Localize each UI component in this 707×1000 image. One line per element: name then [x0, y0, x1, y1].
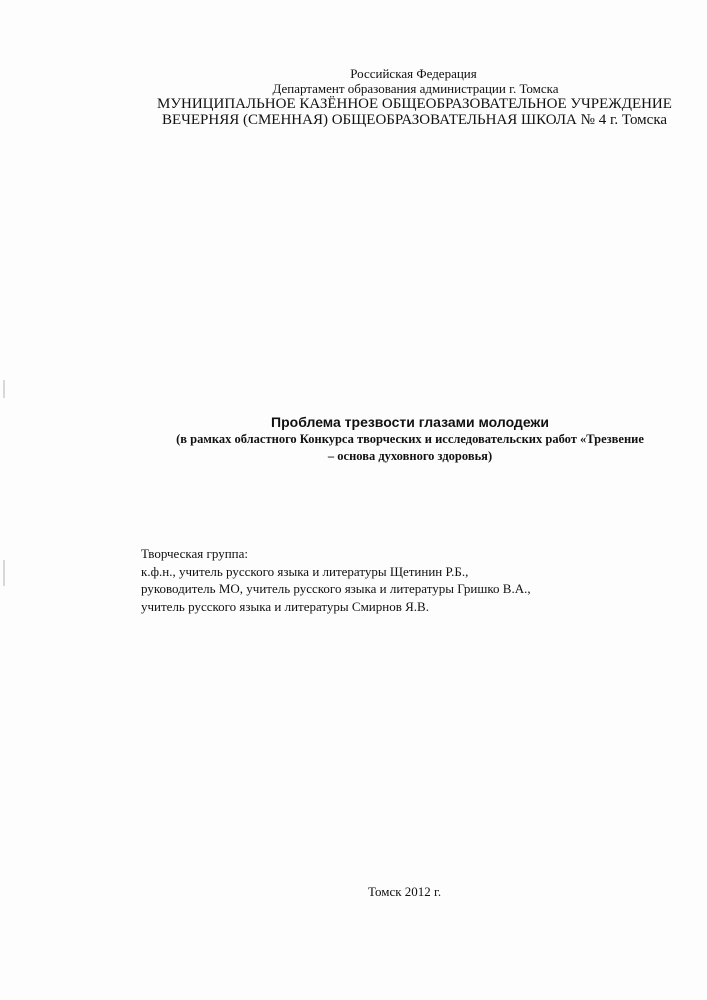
creative-group-member: к.ф.н., учитель русского языка и литературы Щетинин Р.Б., [141, 563, 469, 579]
creative-group-heading: Творческая группа: [141, 546, 248, 561]
document-subtitle-line2: – основа духовного здоровья) [327, 449, 493, 463]
creative-group [141, 545, 681, 615]
document-header [0, 66, 707, 128]
creative-group-member: учитель русского языка и литературы Смирнов Я.В. [141, 598, 429, 614]
document-title: Проблема трезвости глазами молодежи [271, 414, 549, 430]
scan-artifact-mark [3, 560, 5, 586]
document-footer-place-year: Томск 2012 г. [368, 884, 442, 899]
header-institution-line2: ВЕЧЕРНЯЯ (СМЕННАЯ) ОБЩЕОБРАЗОВАТЕЛЬНАЯ ШКОЛА № 4 г. Томска [161, 112, 668, 128]
scan-artifact-mark [3, 380, 5, 398]
creative-group-member: руководитель МО, учитель русского языка и литературы Гришко В.А., [141, 581, 531, 596]
header-institution-line1: МУНИЦИПАЛЬНОЕ КАЗЁННОЕ ОБЩЕОБРАЗОВАТЕЛЬНОЕ УЧРЕЖДЕНИЕ [157, 96, 672, 112]
header-department: Департамент образования администрации г. Томска [272, 81, 559, 96]
header-country: Российская Федерация [350, 66, 477, 81]
document-subtitle-line1: (в рамках областного Конкурса творческих и исследовательских работ «Трезвение [176, 432, 644, 446]
title-block [135, 413, 685, 465]
